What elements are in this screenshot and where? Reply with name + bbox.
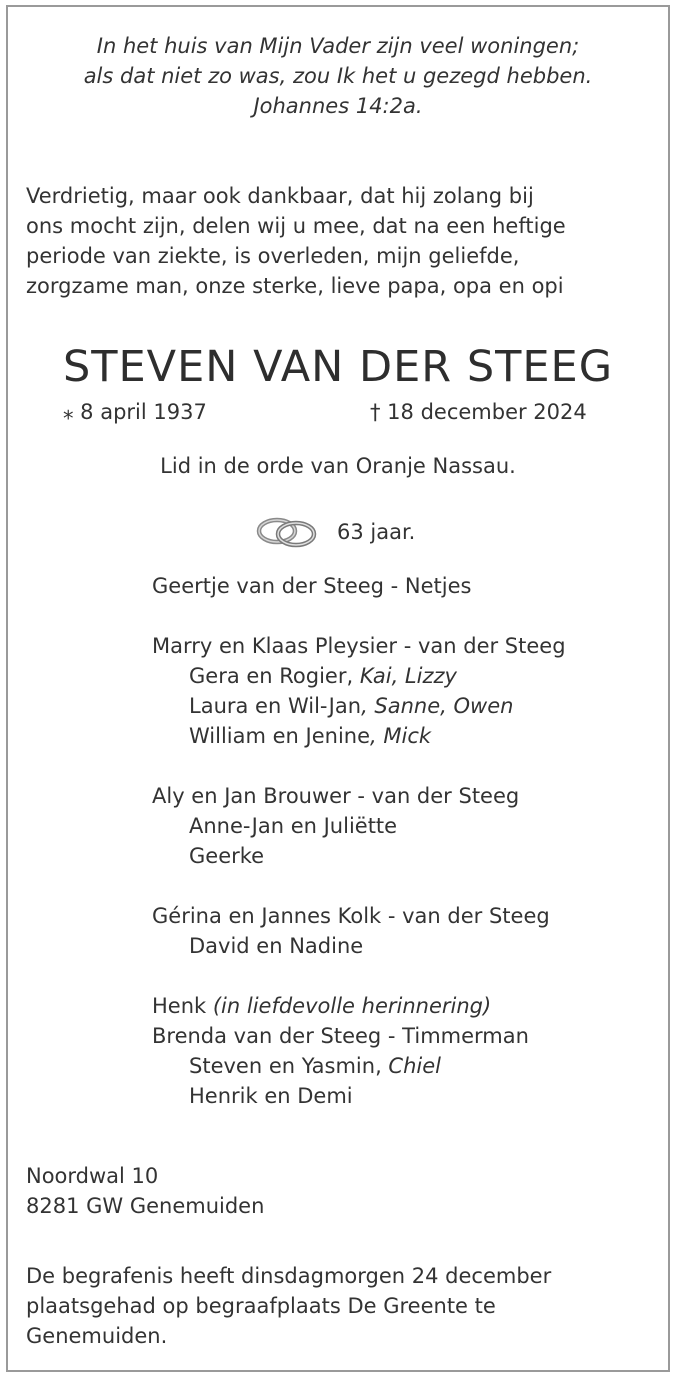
memorial-note: (in liefdevolle herinnering) <box>212 994 492 1018</box>
great-grandchildren: , Sanne, Owen <box>361 694 514 718</box>
child-memorial <box>152 991 491 1021</box>
grandchild-couple: Henrik en Demi <box>189 1084 353 1108</box>
intro-line: ons mocht zijn, delen wij u mee, dat na een heftige <box>26 214 566 238</box>
funeral-text <box>26 1261 551 1351</box>
grandchild-couple: David en Nadine <box>189 934 364 958</box>
verse-line: als dat niet zo was, zou Ik het u gezegd hebben. <box>83 64 593 88</box>
grandchild-names: Gera en Rogier, <box>189 664 354 688</box>
child-spouse: Brenda van der Steeg - Timmerman <box>152 1024 529 1048</box>
grandchild-couple <box>189 721 431 751</box>
deceased-name: STEVEN VAN DER STEEG <box>62 342 614 392</box>
funeral-line: plaatsgehad op begraafplaats De Greente te <box>26 1294 496 1318</box>
intro-text <box>26 181 566 301</box>
child-name: Henk <box>152 994 213 1018</box>
honor-text: Lid in de orde van Oranje Nassau. <box>160 454 516 478</box>
wife-name: Geertje van der Steeg - Netjes <box>152 574 472 598</box>
obituary-card <box>6 5 670 1372</box>
death-date: † 18 december 2024 <box>370 400 587 424</box>
verse-line: In het huis van Mijn Vader zijn veel woningen; <box>96 34 580 58</box>
address-city: 8281 GW Genemuiden <box>26 1194 265 1218</box>
child-couple: Aly en Jan Brouwer - van der Steeg <box>152 784 520 808</box>
verse-reference: Johannes 14:2a. <box>253 94 423 118</box>
grandchild-couple <box>189 1051 441 1081</box>
birth-date: ⁎ 8 april 1937 <box>63 400 207 424</box>
intro-line: periode van ziekte, is overleden, mijn geliefde, <box>26 244 520 268</box>
grandchild-name: Geerke <box>189 844 265 868</box>
funeral-line: Genemuiden. <box>26 1324 168 1348</box>
great-grandchildren: Kai, Lizzy <box>353 664 457 688</box>
marriage-years: 63 jaar. <box>337 520 416 544</box>
intro-line: Verdrietig, maar ook dankbaar, dat hij zolang bij <box>26 184 534 208</box>
address-street: Noordwal 10 <box>26 1164 159 1188</box>
bible-verse <box>8 31 668 121</box>
grandchild-names: Steven en Yasmin, <box>189 1054 382 1078</box>
grandchild-names: William en Jenine <box>189 724 371 748</box>
grandchild-couple <box>189 661 457 691</box>
great-grandchildren: Chiel <box>381 1054 441 1078</box>
funeral-line: De begrafenis heeft dinsdagmorgen 24 december <box>26 1264 552 1288</box>
great-grandchildren: , Mick <box>370 724 432 748</box>
grandchild-couple: Anne-Jan en Juliëtte <box>189 814 398 838</box>
child-couple: Marry en Klaas Pleysier - van der Steeg <box>152 634 566 658</box>
child-couple: Gérina en Jannes Kolk - van der Steeg <box>152 904 550 928</box>
intro-line: zorgzame man, onze sterke, lieve papa, opa en opi <box>26 274 564 298</box>
grandchild-couple <box>189 691 513 721</box>
wedding-rings-icon <box>254 512 320 548</box>
grandchild-names: Laura en Wil-Jan <box>189 694 362 718</box>
